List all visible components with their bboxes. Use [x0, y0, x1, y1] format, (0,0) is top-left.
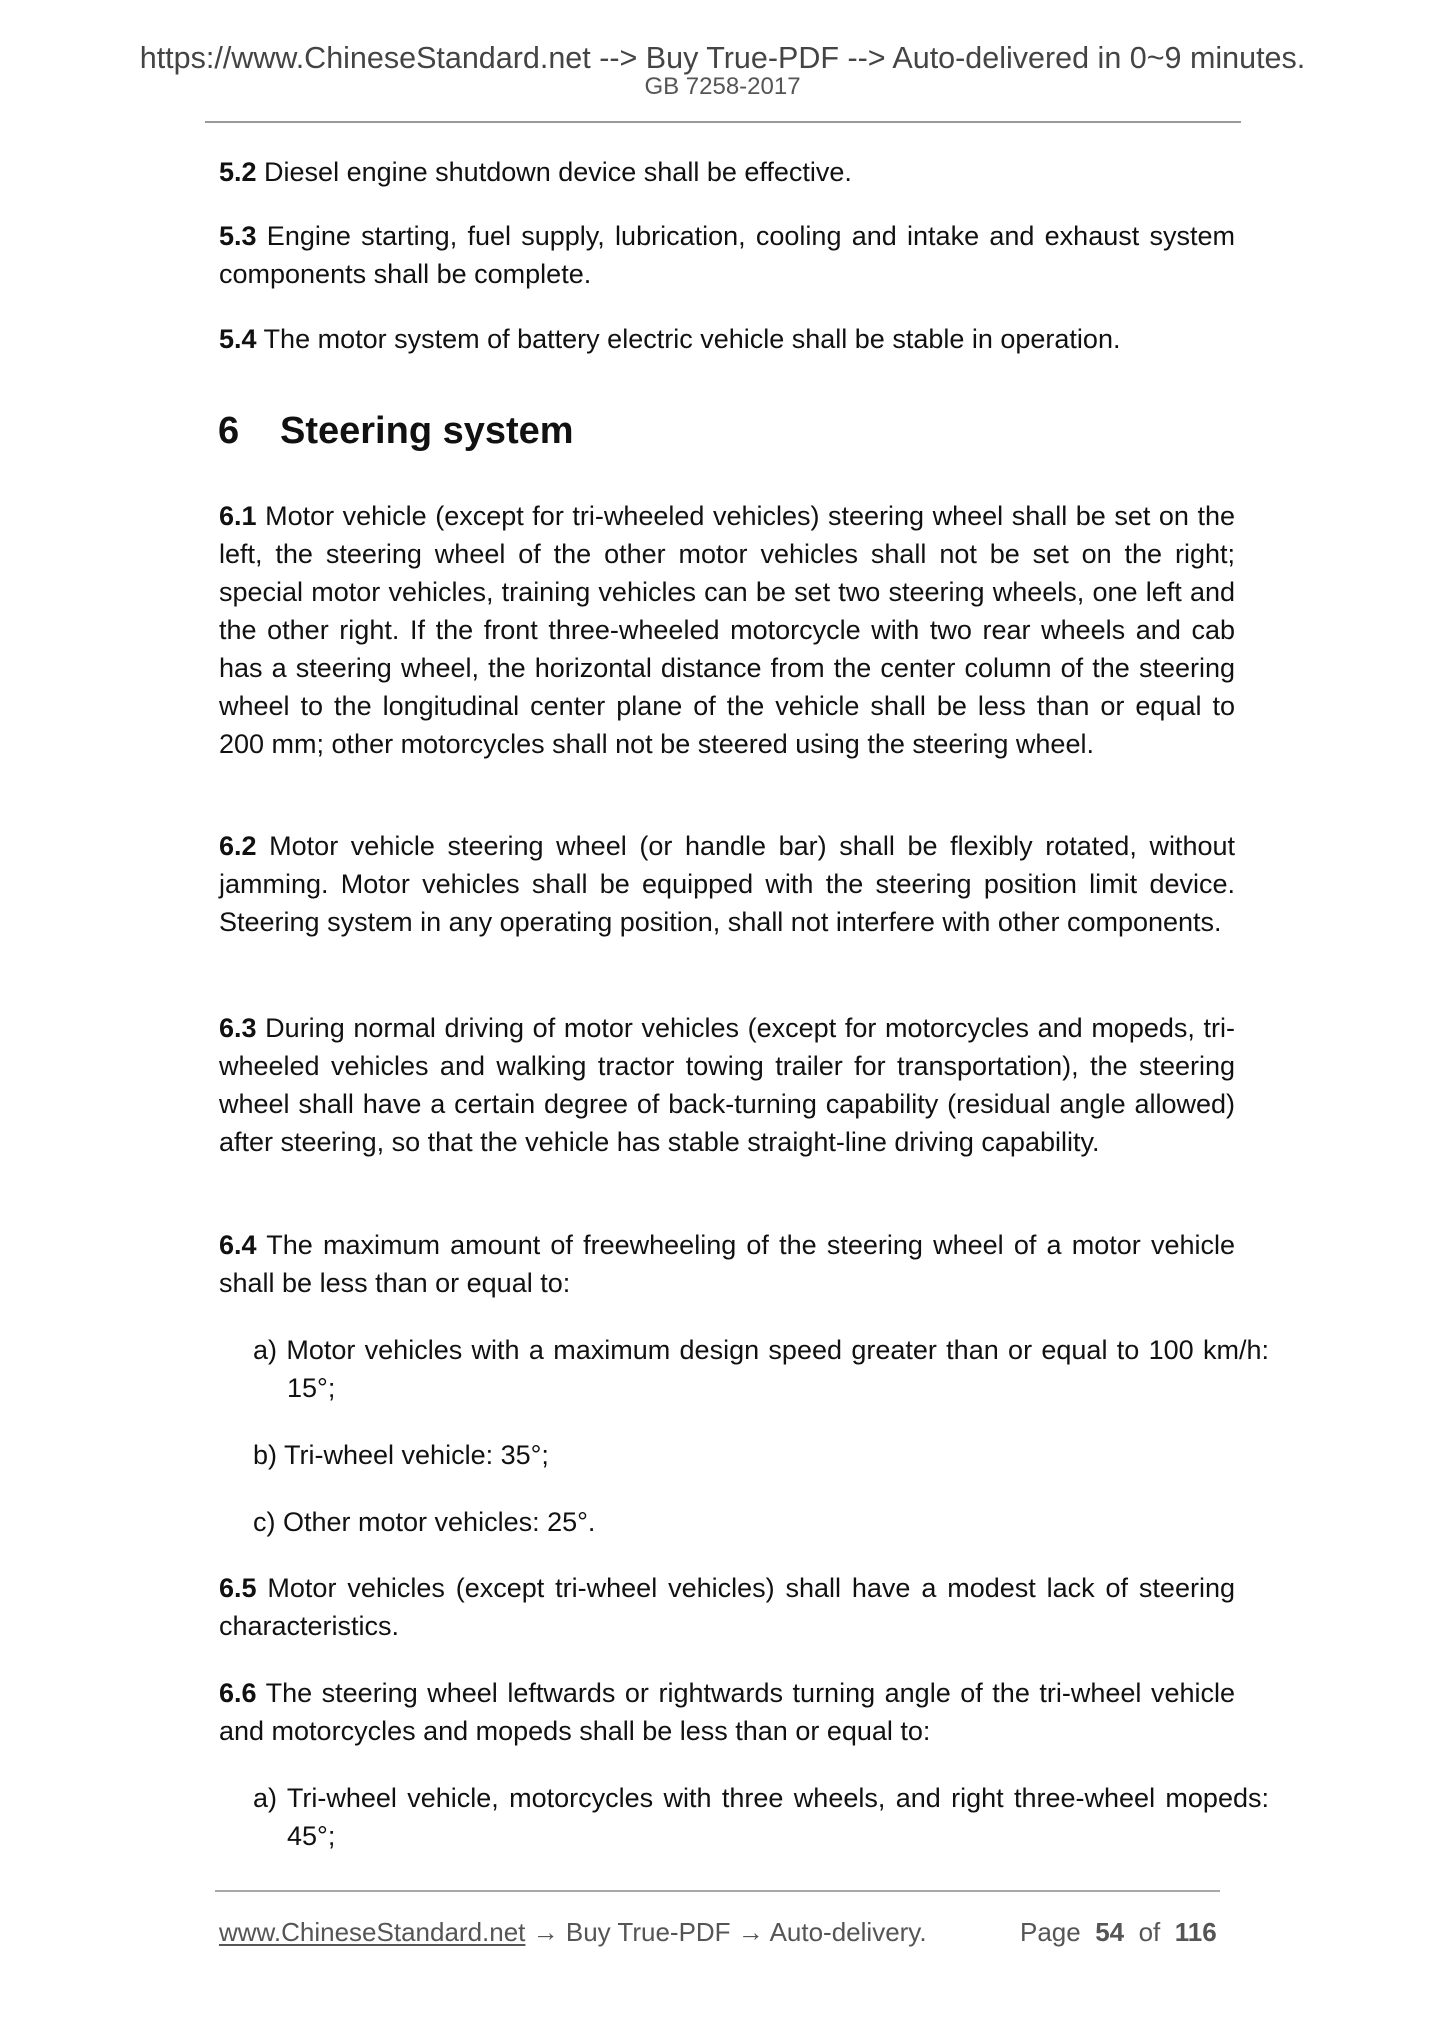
footer-promo — [219, 1917, 927, 1947]
clause-6-4 — [219, 1226, 1235, 1302]
clause-number: 5.2 — [219, 157, 257, 187]
footer-tagline: → Buy True-PDF → Auto-delivery. — [525, 1917, 927, 1947]
page-current: 54 — [1095, 1917, 1125, 1947]
clause-text: Motor vehicle (except for tri-wheeled vehicles) steering wheel shall be set on the left, the steering wheel of the other motor vehicles shall not be set on the right; special motor vehicles, training vehicles can be set two steering wheels, one left and the other right. If the front three-wheeled motorcycle with two rear wheels and cab has a steering wheel, the horizontal distance from the center column of the steering wheel to the longitudinal center plane of the vehicle shall be less than or equal to 200 mm; other motorcycles shall not be steered using the steering wheel. — [219, 501, 1235, 759]
standard-code: GB 7258-2017 — [644, 73, 801, 100]
clause-number: 6.5 — [219, 1573, 257, 1603]
website-link[interactable]: www.ChineseStandard.net — [219, 1917, 526, 1947]
clause-text: Motor vehicle steering wheel (or handle bar) shall be flexibly rotated, without jamming. Motor vehicles shall be equipped with the steering position limit device. Steering system in any operating position, shall not interfere with other components. — [219, 831, 1235, 937]
clause-text: During normal driving of motor vehicles (except for motorcycles and mopeds, tri-wheeled vehicles and walking tractor towing trailer for transportation), the steering wheel shall have a certain degree of back-turning capability (residual angle allowed) after steering, so that the vehicle has stable straight-line driving capability. — [219, 1013, 1235, 1157]
footer-divider — [215, 1890, 1220, 1892]
clause-text: The motor system of battery electric vehicle shall be stable in operation. — [256, 324, 1121, 354]
clause-text: Motor vehicles (except tri-wheel vehicles) shall have a modest lack of steering characteristics. — [219, 1573, 1235, 1641]
clause-number: 5.4 — [219, 324, 257, 354]
clause-5-4 — [219, 320, 1235, 358]
clause-number: 6.6 — [219, 1678, 257, 1708]
clause-text: Engine starting, fuel supply, lubrication, cooling and intake and exhaust system components shall be complete. — [219, 221, 1235, 289]
clause-number: 6.1 — [219, 501, 257, 531]
section-title: Steering system — [280, 410, 574, 452]
section-heading — [218, 408, 574, 454]
section-number: 6 — [218, 410, 240, 452]
page-of-label: of — [1138, 1917, 1161, 1947]
page-indicator — [1020, 1917, 1217, 1947]
clause-5-2 — [219, 153, 1235, 191]
clause-number: 5.3 — [219, 221, 257, 251]
page-label: Page — [1020, 1917, 1081, 1947]
header-divider — [205, 121, 1241, 123]
clause-text: The maximum amount of freewheeling of the steering wheel of a motor vehicle shall be less than or equal to: — [219, 1230, 1235, 1298]
clause-6-5 — [219, 1569, 1235, 1645]
clause-6-1 — [219, 497, 1235, 763]
clause-text: The steering wheel leftwards or rightwards turning angle of the tri-wheel vehicle and motorcycles and mopeds shall be less than or equal to: — [219, 1678, 1235, 1746]
page-total: 116 — [1174, 1917, 1217, 1947]
list-item: a) Tri-wheel vehicle, motorcycles with three wheels, and right three-wheel mopeds: 45°; — [253, 1783, 1269, 1851]
clause-text: Diesel engine shutdown device shall be effective. — [256, 157, 852, 187]
list-item: a) Motor vehicles with a maximum design speed greater than or equal to 100 km/h: 15°; — [253, 1335, 1269, 1403]
clause-6-2 — [219, 827, 1235, 941]
clause-number: 6.4 — [219, 1230, 257, 1260]
header-banner: https://www.ChineseStandard.net --> Buy True-PDF --> Auto-delivered in 0~9 minutes. — [139, 41, 1306, 75]
clause-number: 6.2 — [219, 831, 257, 861]
clause-6-6 — [219, 1674, 1235, 1750]
clause-5-3 — [219, 217, 1235, 293]
list-item: b) Tri-wheel vehicle: 35°; — [253, 1440, 549, 1470]
clause-6-3 — [219, 1009, 1235, 1161]
clause-number: 6.3 — [219, 1013, 257, 1043]
list-item: c) Other motor vehicles: 25°. — [253, 1507, 596, 1537]
